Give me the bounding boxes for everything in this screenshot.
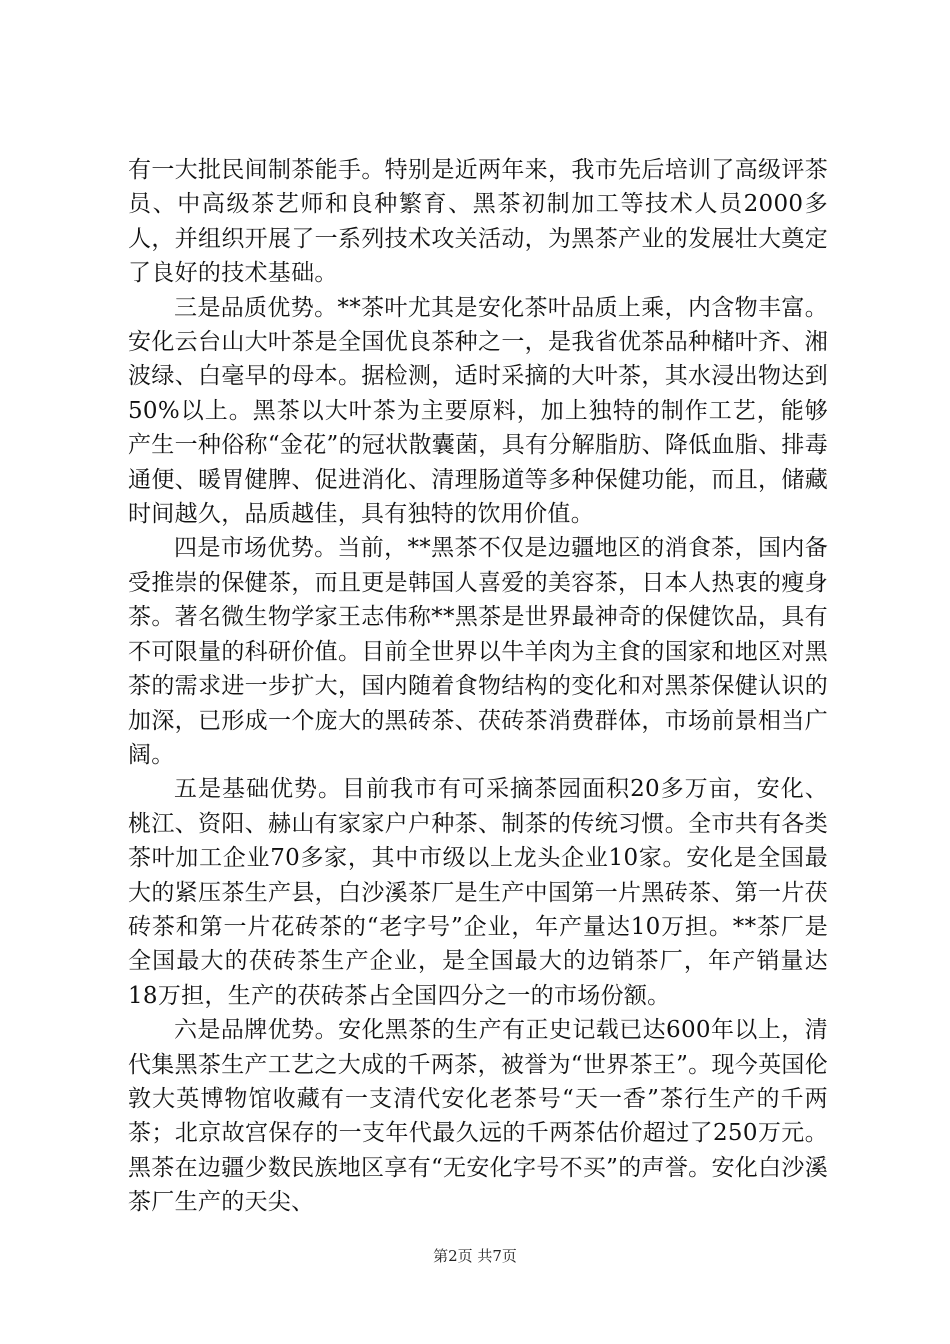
paragraph-foundation-advantage: 五是基础优势。目前我市有可采摘茶园面积20多万亩，安化、桃江、资阳、赫山有家家户户种茶、制茶的传统习惯。全市共有各类茶叶加工企业70多家，其中市级以上龙头企业10家。安化是全国最大的紧压茶生产县，白沙溪茶厂是生产中国第一片黑砖茶、第一片茯砖茶和第一片花砖茶的“老字号”企业，年产量达10万担。**茶厂是全国最大的茯砖茶生产企业，是全国最大的边销茶厂，年产销量达18万担，生产的茯砖茶占全国四分之一的市场份额。	[128, 776, 828, 1009]
paragraph-continuation: 有一大批民间制茶能手。特别是近两年来，我市先后培训了高级评茶员、中高级茶艺师和良种繁育、黑茶初制加工等技术人员2000多人，并组织开展了一系列技术攻关活动，为黑茶产业的发展壮大奠定了良好的技术基础。	[128, 157, 828, 287]
page-number-footer: 第2页 共7页	[433, 1247, 517, 1265]
paragraph-quality-advantage: 三是品质优势。**茶叶尤其是安化茶叶品质上乘，内含物丰富。安化云台山大叶茶是全国优良茶种之一，是我省优茶品种槠叶齐、湘波绿、白毫早的母本。据检测，适时采摘的大叶茶，其水浸出物达到50%以上。黑茶以大叶茶为主要原料，加上独特的制作工艺，能够产生一种俗称“金花”的冠状散囊菌，具有分解脂肪、降低血脂、排毒通便、暖胃健脾、促进消化、清理肠道等多种保健功能，而且，储藏时间越久，品质越佳，具有独特的饮用价值。	[128, 294, 828, 528]
paragraph-brand-advantage: 六是品牌优势。安化黑茶的生产有正史记载已达600年以上，清代集黑茶生产工艺之大成的千两茶，被誉为“世界茶王”。现今英国伦敦大英博物馆收藏有一支清代安化老茶号“天一香”茶行生产的千两茶；北京故宫保存的一支年代最久远的千两茶估价超过了250万元。黑茶在边疆少数民族地区享有“无安化字号不买”的声誉。安化白沙溪茶厂生产的天尖、	[128, 1017, 828, 1216]
document-body	[128, 153, 828, 1220]
paragraph-market-advantage: 四是市场优势。当前，**黑茶不仅是边疆地区的消食茶，国内备受推崇的保健茶，而且更是韩国人喜爱的美容茶，日本人热衷的瘦身茶。著名微生物学家王志伟称**黑茶是世界最神奇的保健饮品，具有不可限量的科研价值。目前全世界以牛羊肉为主食的国家和地区对黑茶的需求进一步扩大，国内随着食物结构的变化和对黑茶保健认识的加深，已形成一个庞大的黑砖茶、茯砖茶消费群体，市场前景相当广阔。	[128, 535, 828, 768]
